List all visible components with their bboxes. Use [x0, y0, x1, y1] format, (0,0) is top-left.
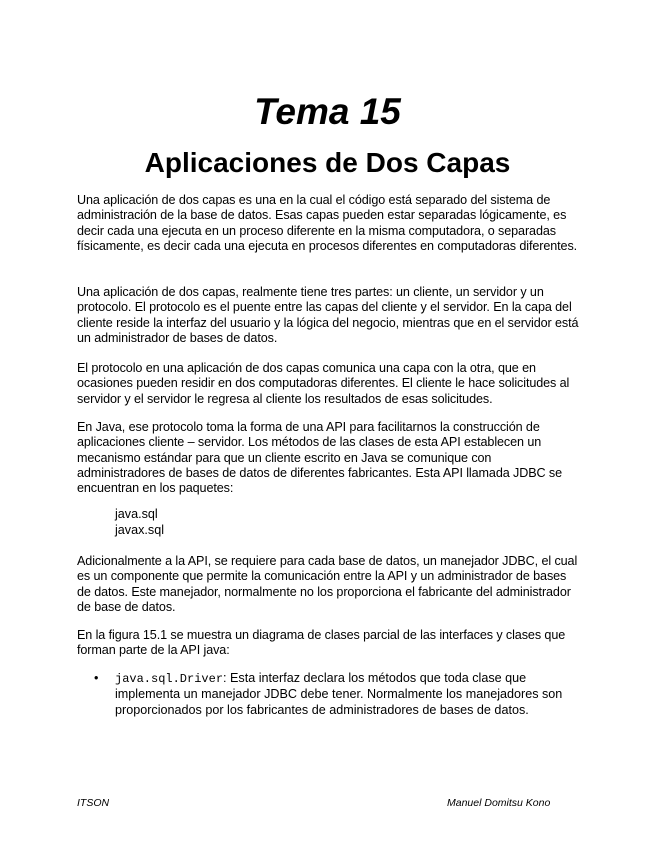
paragraph: El protocolo en una aplicación de dos capas comunica una capa con la otra, que en ocasiones pueden residir en dos computadoras diferentes. El cliente le hace solicitudes al servidor y el servidor le regresa al cliente los resultados de esas solicitudes. — [77, 361, 570, 406]
footer-institution: ITSON — [77, 797, 110, 809]
package-name: java.sql — [115, 507, 158, 521]
page-title: Aplicaciones de Dos Capas — [144, 147, 511, 178]
paragraph: Una aplicación de dos capas, realmente tiene tres partes: un cliente, un servidor y un protocolo. El protocolo es el puente entre las capas del cliente y el servidor. En la capa del cliente reside la interfaz del usuario y la lógica del negocio, mientras que en el servidor está un administrador de bases de datos. — [77, 285, 579, 345]
package-name: javax.sql — [115, 522, 164, 537]
paragraph: Adicionalmente a la API, se requiere para cada base de datos, un manejador JDBC, el cual es un componente que permite la comunicación entre la API y un administrador de bases de datos. Este manejador, normalmente no los proporciona el fabricante del administrador de base de datos. — [77, 554, 578, 614]
paragraph: En Java, ese protocolo toma la forma de una API para facilitarnos la construcción de aplicaciones cliente – servidor. Los métodos de las clases de esta API establecen un mecanismo estándar para que un cliente escrito en Java se comunique con administradores de bases de datos de diferentes fabricantes. Esta API llamada JDBC se encuentran en los paquetes: — [77, 420, 563, 496]
paragraph: Una aplicación de dos capas es una en la cual el código está separado del sistema de administración de la base de datos. Esas capas pueden estar separadas lógicamente, es decir cada una ejecuta en un proceso diferente en la misma computadora, o separadas físicamente, es decir cada una ejecuta en procesos diferentes en computadoras diferentes. — [77, 193, 578, 253]
bullet-icon: • — [94, 671, 99, 685]
paragraph: En la figura 15.1 se muestra un diagrama de clases parcial de las interfaces y clases que forman parte de la API java: — [77, 628, 566, 658]
package-list — [115, 507, 164, 538]
footer-author: Manuel Domitsu Kono — [447, 797, 551, 809]
chapter-heading: Tema 15 — [254, 91, 401, 132]
list-item — [77, 671, 579, 718]
interface-name: java.sql.Driver — [115, 672, 224, 686]
list-item-text: : Esta interfaz declara los métodos que toda clase que implementa un manejador JDBC debe tener. Normalmente los manejadores son proporcionados por los fabricantes de administradores de bases de datos. — [115, 671, 563, 717]
bullet-list — [77, 671, 579, 718]
